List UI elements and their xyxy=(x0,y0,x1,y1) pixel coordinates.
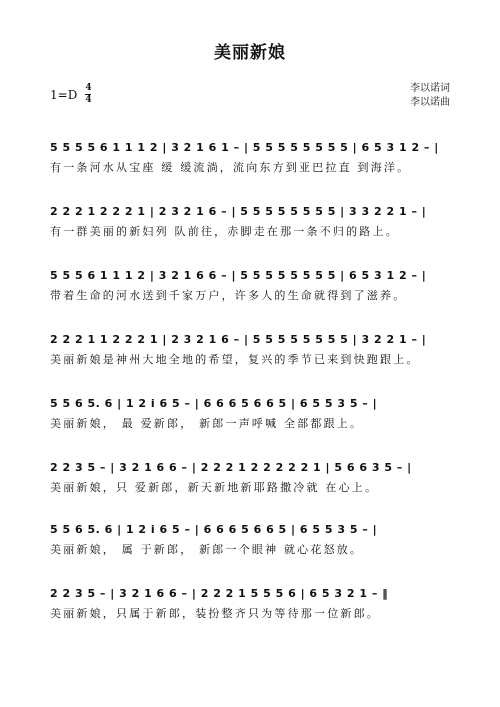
time-signature xyxy=(85,84,91,105)
score-line-3 xyxy=(50,266,456,306)
lyric-row: 美丽新娘，只属于新郎，装扮整齐只为等待那一位新郎。 xyxy=(50,607,380,620)
score-line-8 xyxy=(50,584,456,624)
lyric-row: 带着生命的河水送到千家万户，许多人的生命就得到了滋养。 xyxy=(50,289,407,302)
key-and-time-signature xyxy=(50,84,92,105)
lyricist-credit: 李以诺词 xyxy=(410,83,450,94)
credits xyxy=(410,82,450,110)
lyric-row: 美丽新娘，只 爱新郎，新天新地新耶路撒冷就 在心上。 xyxy=(50,481,379,494)
notation-row: 5 5 6 5. 6 | 1 2 i 6 5 – | 6 6 6 5 6 6 5 | 6 5 5 3 5 – | xyxy=(50,397,378,410)
lyric-row: 有一群美丽的新妇列 队前往，赤脚走在那一条不归的路上。 xyxy=(50,225,399,238)
lyric-row: 有一条河水从宝座 缓 缓流淌，流向东方到亚巴拉直 到海洋。 xyxy=(50,161,411,174)
notation-row: 5 5 5 6 1 1 1 2 | 3 2 1 6 6 – | 5 5 5 5 5 5 5 5 | 6 5 3 1 2 – | xyxy=(50,269,427,282)
notation-row: 2 2 2 1 1 2 2 2 1 | 2 3 2 1 6 – | 5 5 5 5 5 5 5 5 | 3 2 2 1 – | xyxy=(50,333,427,346)
notation-row: 2 2 2 1 2 2 2 1 | 2 3 2 1 6 – | 5 5 5 5 5 5 5 5 | 3 3 2 2 1 – | xyxy=(50,205,427,218)
score-line-1 xyxy=(50,138,456,178)
score-line-2 xyxy=(50,202,456,242)
notation-row: 2 2 3 5 – | 3 2 1 6 6 – | 2 2 2 1 2 2 2 2 2 1 | 5 6 6 3 5 – | xyxy=(50,461,412,474)
score-line-6 xyxy=(50,458,456,498)
time-signature-bottom: 4 xyxy=(85,95,92,105)
notation-row: 5 5 6 5. 6 | 1 2 i 6 5 – | 6 6 6 5 6 6 5 | 6 5 5 3 5 – | xyxy=(50,523,378,536)
lyric-row: 美丽新娘， 最 爱新郎， 新郎一声呼喊 全部都跟上。 xyxy=(50,417,364,430)
time-signature-top: 4 xyxy=(85,83,92,93)
notation-row: 5 5 5 5 6 1 1 1 2 | 3 2 1 6 1 – | 5 5 5 5 5 5 5 5 | 6 5 3 1 2 – | xyxy=(50,141,439,154)
score-line-4 xyxy=(50,330,456,370)
score-line-7 xyxy=(50,520,456,560)
lyric-row: 美丽新娘， 属 于新郎， 新郎一个眼神 就心花怒放。 xyxy=(50,543,364,556)
notation-row: 2 2 3 5 – | 3 2 1 6 6 – | 2 2 2 1 5 5 5 6 | 6 5 3 2 1 – ‖ xyxy=(50,587,389,600)
key-signature: 1=D xyxy=(50,87,78,102)
song-title: 美丽新娘 xyxy=(214,43,286,63)
lyric-row: 美丽新娘是神州大地全地的希望，复兴的季节已来到快跑跟上。 xyxy=(50,353,420,366)
score-line-5 xyxy=(50,394,456,434)
composer-credit: 李以诺曲 xyxy=(410,97,450,108)
